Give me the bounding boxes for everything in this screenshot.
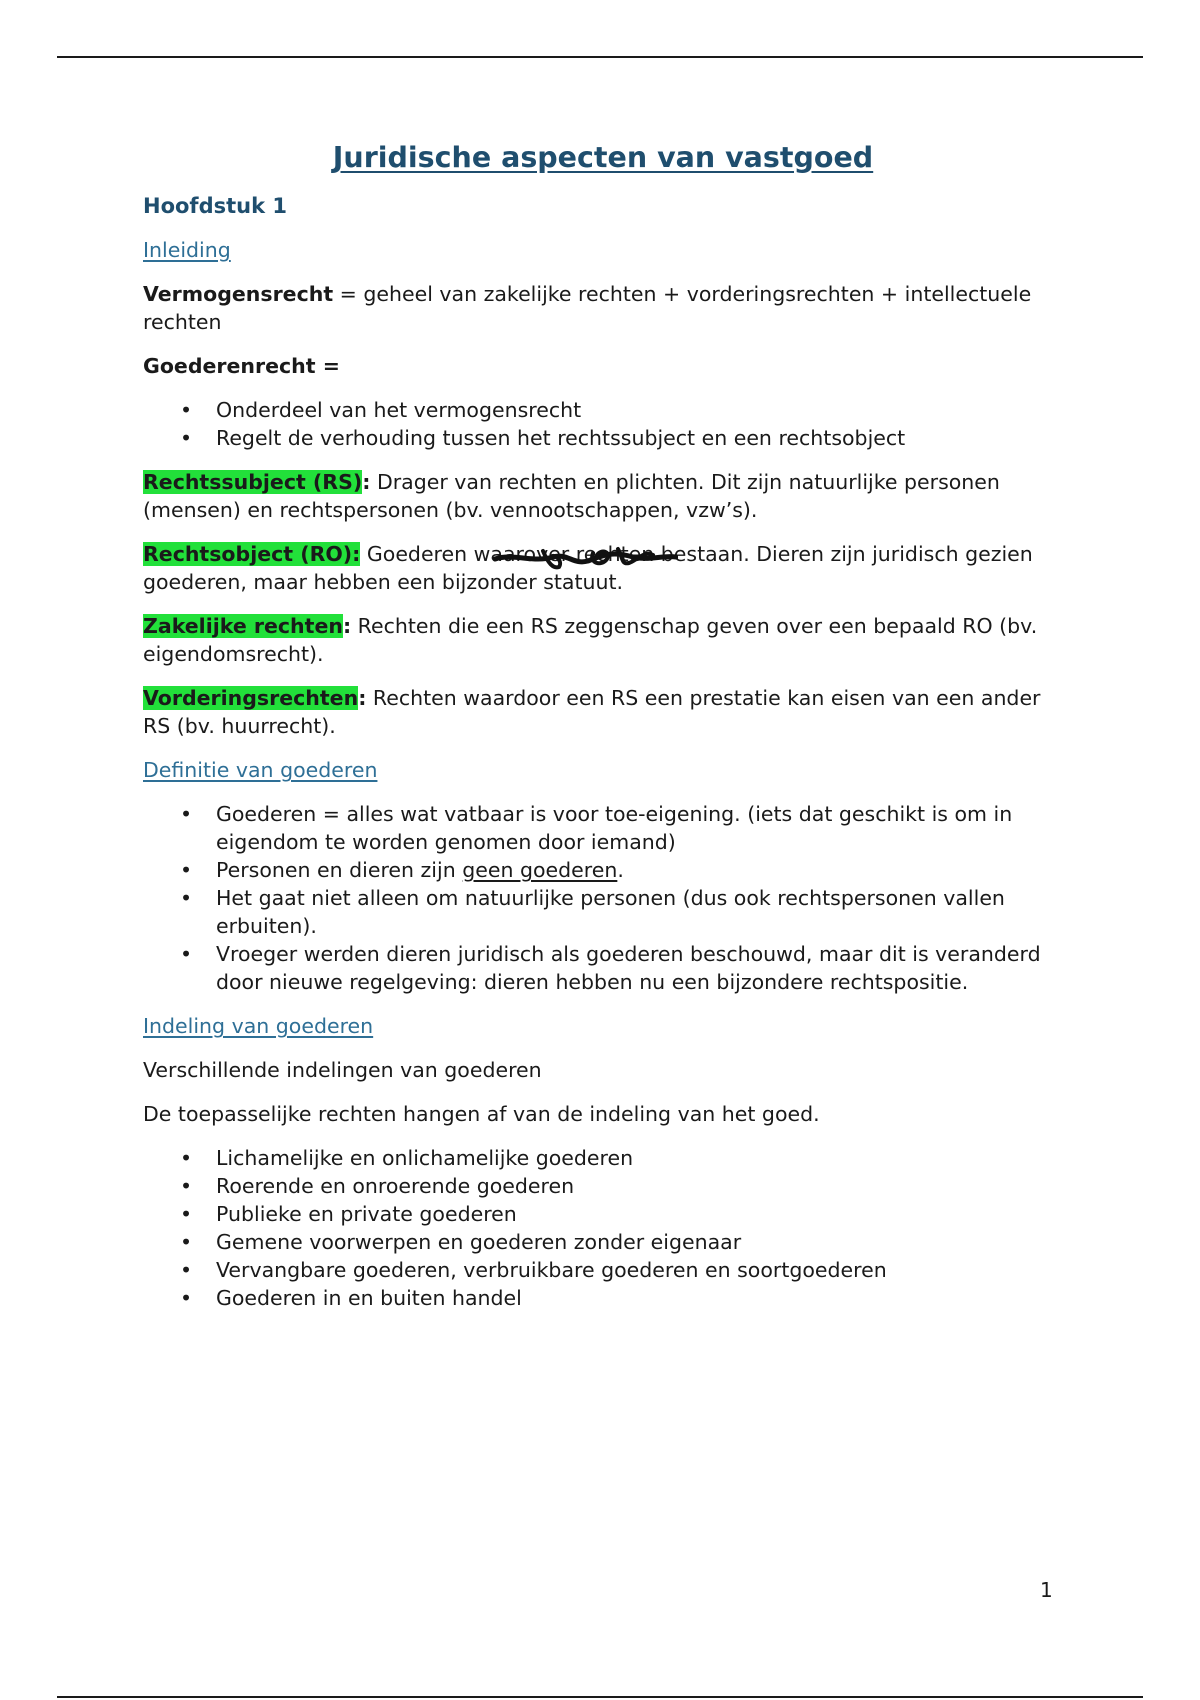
list-item: • Gemene voorwerpen en goederen zonder eigenaar xyxy=(216,1228,1063,1256)
section-heading-indeling: Indeling van goederen xyxy=(143,1014,374,1038)
zakelijke-rechten-paragraph xyxy=(143,612,1063,668)
list-item: • Goederen in en buiten handel xyxy=(216,1284,1063,1312)
document-body xyxy=(143,138,1063,1328)
rechtsobject-paragraph xyxy=(143,540,1063,596)
rechtssubject-term: Rechtssubject (RS) xyxy=(143,470,363,494)
goederenrecht-list xyxy=(143,396,1063,452)
list-item: • Vervangbare goederen, verbruikbare goederen en soortgoederen xyxy=(216,1256,1063,1284)
rechtsobject-term: Rechtsobject (RO): xyxy=(143,542,361,566)
underlined-text: geen goederen xyxy=(462,858,618,882)
list-item-text: Personen en dieren zijn xyxy=(216,858,463,882)
list-item: • Het gaat niet alleen om natuurlijke personen (dus ook rechtspersonen vallen erbuiten). xyxy=(216,884,1063,940)
zakelijke-rechten-definition: Rechten die een RS zeggenschap geven over een bepaald RO (bv. eigendomsrecht). xyxy=(143,614,1038,666)
rechtssubject-colon: : xyxy=(362,470,371,494)
section-heading-definitie: Definitie van goederen xyxy=(143,758,378,782)
list-item: • Publieke en private goederen xyxy=(216,1200,1063,1228)
vorderingsrechten-definition: Rechten waardoor een RS een prestatie kan eisen van een ander RS (bv. huurrecht). xyxy=(143,686,1041,738)
goederenrecht-term: Goederenrecht = xyxy=(143,354,340,378)
zakelijke-rechten-term: Zakelijke rechten xyxy=(143,614,343,638)
document-title: Juridische aspecten van vastgoed xyxy=(332,141,874,174)
vorderingsrechten-colon: : xyxy=(358,686,367,710)
header-rule xyxy=(57,56,1143,58)
zakelijke-rechten-colon: : xyxy=(342,614,352,638)
footer-rule xyxy=(57,1696,1143,1698)
vermogensrecht-paragraph xyxy=(143,280,1063,336)
list-item: • Roerende en onroerende goederen xyxy=(216,1172,1063,1200)
list-item: • Lichamelijke en onlichamelijke goederen xyxy=(216,1144,1063,1172)
vermogensrecht-term: Vermogensrecht xyxy=(143,282,334,306)
handwritten-scribble xyxy=(493,543,678,571)
indeling-list xyxy=(143,1144,1063,1312)
indeling-paragraph-2: De toepasselijke rechten hangen af van de indeling van het goed. xyxy=(143,1102,820,1126)
section-heading-inleiding: Inleiding xyxy=(143,238,231,262)
indeling-paragraph-1: Verschillende indelingen van goederen xyxy=(143,1058,542,1082)
list-item: • Regelt de verhouding tussen het rechtssubject en een rechtsobject xyxy=(216,424,1063,452)
list-item-text: . xyxy=(617,858,624,882)
goederenrecht-paragraph xyxy=(143,352,1063,380)
vermogensrecht-definition: = geheel van zakelijke rechten + vorderingsrechten + intellectuele rechten xyxy=(143,282,1032,334)
chapter-heading: Hoofdstuk 1 xyxy=(143,194,287,218)
rechtssubject-paragraph xyxy=(143,468,1063,524)
page-number: 1 xyxy=(1040,1578,1053,1602)
list-item: • Goederen = alles wat vatbaar is voor toe-eigening. (iets dat geschikt is om in eigendom te worden genomen door iemand) xyxy=(216,800,1063,856)
rechtssubject-definition: Drager van rechten en plichten. Dit zijn natuurlijke personen (mensen) en rechtspersonen (bv. vennootschappen, vzw’s). xyxy=(143,470,1000,522)
list-item xyxy=(216,856,1063,884)
rechtsobject-definition: Goederen waarover rechten bestaan. Dieren zijn juridisch gezien goederen, maar hebben een bijzonder statuut. xyxy=(143,542,1033,594)
list-item: • Vroeger werden dieren juridisch als goederen beschouwd, maar dit is veranderd door nieuwe regelgeving: dieren hebben nu een bijzondere rechtspositie. xyxy=(216,940,1063,996)
list-item: • Onderdeel van het vermogensrecht xyxy=(216,396,1063,424)
vorderingsrechten-paragraph xyxy=(143,684,1063,740)
vorderingsrechten-term: Vorderingsrechten xyxy=(143,686,359,710)
definitie-list xyxy=(143,800,1063,996)
